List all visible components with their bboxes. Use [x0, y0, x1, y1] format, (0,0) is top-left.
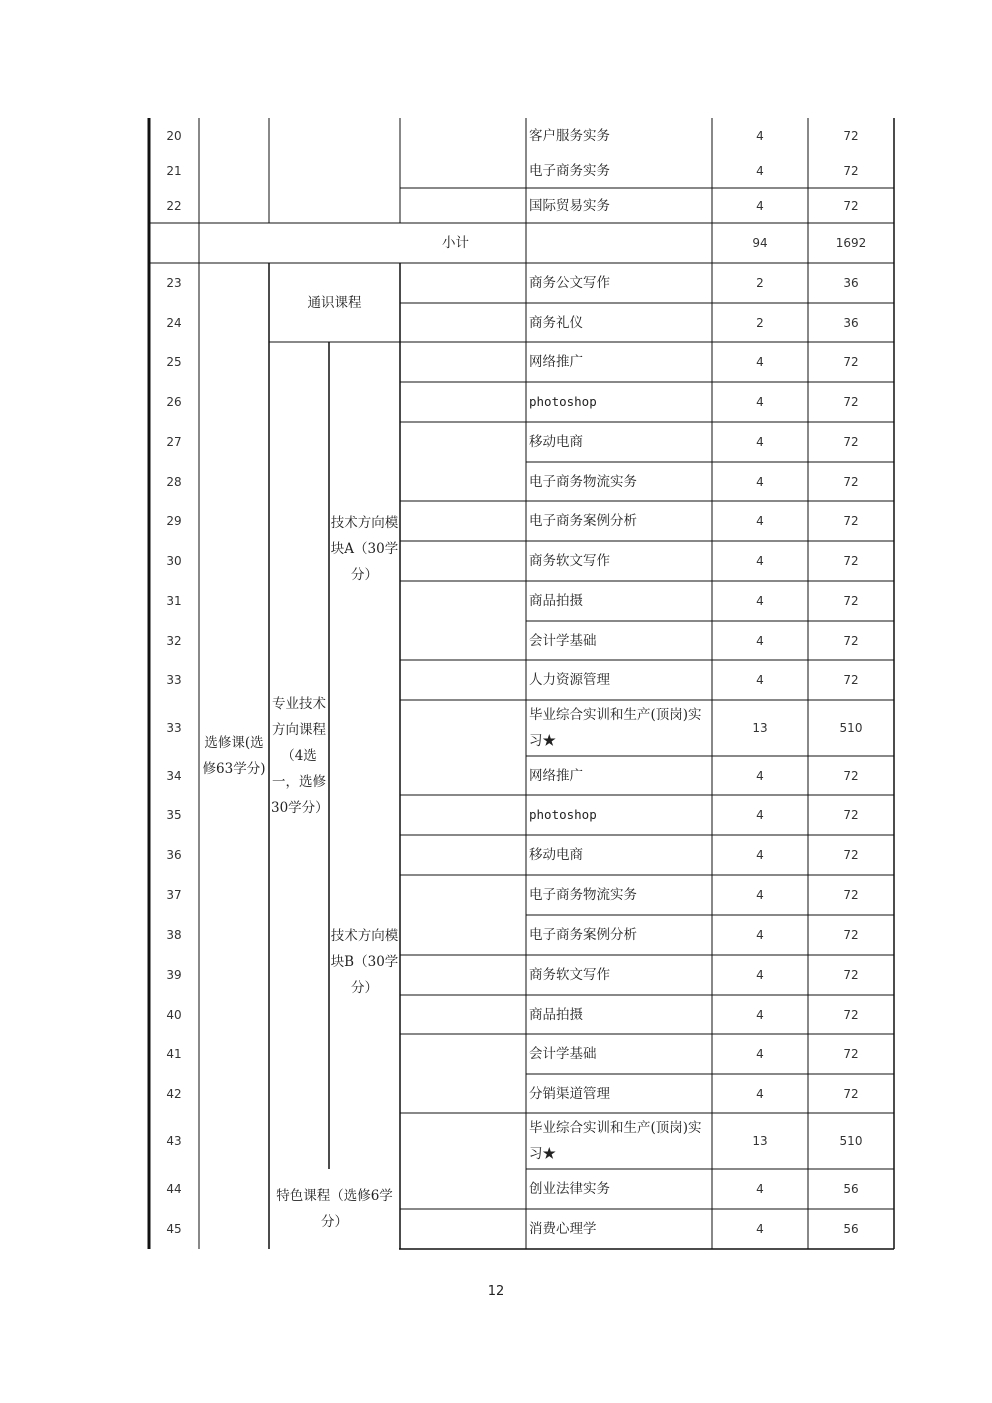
hours-text: 72 — [843, 808, 859, 822]
row-number — [149, 1113, 199, 1169]
credits — [712, 660, 808, 700]
row-number-text: 43 — [166, 1134, 182, 1148]
course-name — [527, 915, 710, 955]
group-elective — [199, 263, 269, 1249]
credits — [712, 342, 808, 382]
credits-text: 4 — [756, 1222, 764, 1236]
credits — [712, 1034, 808, 1074]
course-name — [527, 462, 710, 501]
course-name-text: 电子商务案例分析 — [529, 513, 637, 529]
row-number-text: 27 — [166, 435, 182, 449]
course-name-text: 移动电商 — [529, 434, 583, 450]
credits-text: 4 — [756, 1182, 764, 1196]
course-name — [527, 795, 710, 835]
page-number: 12 — [487, 1284, 505, 1299]
credits — [712, 462, 808, 501]
course-name — [527, 995, 710, 1034]
row-number-text: 30 — [166, 554, 182, 568]
row-number-text: 44 — [166, 1182, 182, 1196]
hours — [808, 700, 894, 756]
course-name-text: 创业法律实务 — [529, 1181, 610, 1197]
course-name — [527, 581, 710, 621]
credits — [712, 154, 808, 188]
course-name-text: 消费心理学 — [529, 1221, 597, 1237]
row-number — [149, 263, 199, 303]
credits-text: 4 — [756, 673, 764, 687]
subtotal-credits — [712, 223, 808, 263]
credits-text: 4 — [756, 474, 764, 489]
row-number — [149, 795, 199, 835]
hours — [808, 382, 894, 422]
row-number-text: 35 — [166, 808, 182, 822]
credits — [712, 501, 808, 541]
course-name — [527, 541, 710, 581]
course-name-text: 毕业综合实训和生产(顶岗)实习★ — [529, 1120, 702, 1162]
course-name-text: 分销渠道管理 — [529, 1085, 610, 1102]
course-name-text: 商品拍摄 — [529, 1006, 583, 1023]
row-number — [149, 118, 199, 154]
course-name-text: 会计学基础 — [529, 1046, 597, 1062]
row-number-text: 22 — [166, 198, 182, 213]
course-name-text: 商务礼仪 — [529, 314, 583, 331]
row-number-text: 45 — [166, 1222, 182, 1236]
hours — [808, 1034, 894, 1074]
hours-text: 56 — [843, 1182, 859, 1196]
course-name-text: 国际贸易实务 — [529, 197, 610, 214]
row-number-text: 40 — [166, 1007, 182, 1022]
row-number-text: 32 — [166, 633, 182, 648]
hours-text: 72 — [843, 554, 859, 568]
row-number-text: 20 — [166, 129, 182, 143]
credits — [712, 795, 808, 835]
credits-text: 4 — [756, 129, 764, 143]
row-number — [149, 1034, 199, 1074]
subtotal-credits-text: 94 — [752, 236, 768, 250]
group-featured-text: 特色课程（选修6学分） — [276, 1188, 393, 1230]
hours — [808, 541, 894, 581]
hours — [808, 1113, 894, 1169]
row-number — [149, 660, 199, 700]
credits — [712, 541, 808, 581]
hours-text: 510 — [839, 1134, 863, 1148]
course-name — [527, 756, 710, 795]
row-number — [149, 303, 199, 342]
credits-text: 4 — [756, 1007, 764, 1022]
hours-text: 72 — [843, 888, 859, 902]
hours — [808, 955, 894, 995]
credits-text: 4 — [756, 1086, 764, 1101]
credits — [712, 422, 808, 462]
credits-text: 4 — [756, 435, 764, 449]
credits-text: 4 — [756, 848, 764, 862]
row-number — [149, 581, 199, 621]
row-number — [149, 541, 199, 581]
row-number — [149, 188, 199, 223]
row-number — [149, 995, 199, 1034]
hours-text: 72 — [843, 198, 859, 213]
course-name — [527, 1034, 710, 1074]
row-number-text: 23 — [166, 276, 182, 290]
credits — [712, 621, 808, 660]
course-name-text: 网络推广 — [529, 767, 583, 784]
course-name — [527, 955, 710, 995]
hours-text: 36 — [843, 276, 859, 290]
course-name-text: 商务公文写作 — [529, 275, 610, 291]
credits-text: 4 — [756, 808, 764, 822]
hours-text: 72 — [843, 435, 859, 449]
course-name — [527, 1074, 710, 1113]
row-number-text: 24 — [166, 315, 182, 330]
row-number — [149, 422, 199, 462]
hours — [808, 263, 894, 303]
row-number-text: 42 — [166, 1086, 182, 1101]
row-number-text: 34 — [166, 768, 182, 783]
course-name — [527, 875, 710, 915]
hours — [808, 342, 894, 382]
hours — [808, 1209, 894, 1249]
course-name — [527, 154, 710, 188]
course-name-text: 移动电商 — [529, 847, 583, 863]
row-number-text: 31 — [166, 594, 182, 608]
credits-text: 4 — [756, 888, 764, 902]
credits-text: 4 — [756, 355, 764, 369]
credits-text: 4 — [756, 198, 764, 213]
course-name-text: photoshop — [529, 807, 597, 822]
subtotal-label — [199, 223, 712, 263]
hours-text: 72 — [843, 1047, 859, 1061]
credits-text: 13 — [752, 1134, 768, 1148]
row-number — [149, 955, 199, 995]
row-number — [149, 875, 199, 915]
hours-text: 72 — [843, 514, 859, 528]
credits — [712, 581, 808, 621]
hours — [808, 188, 894, 223]
credits-text: 4 — [756, 1047, 764, 1061]
group-professional-text: 专业技术方向课程（4选一，选修30学分） — [271, 695, 329, 816]
credits-text: 4 — [756, 633, 764, 648]
hours — [808, 422, 894, 462]
hours — [808, 154, 894, 188]
row-number-text: 33 — [166, 673, 182, 687]
hours-text: 72 — [843, 633, 859, 648]
hours — [808, 581, 894, 621]
course-name — [527, 118, 710, 154]
hours-text: 510 — [839, 721, 863, 735]
course-name-text: 商品拍摄 — [529, 593, 583, 609]
hours-text: 72 — [843, 1007, 859, 1022]
credits-text: 4 — [756, 554, 764, 568]
hours-text: 72 — [843, 474, 859, 489]
credits — [712, 1074, 808, 1113]
subtotal-label-text: 小计 — [442, 235, 469, 251]
row-number-text: 33 — [166, 721, 182, 735]
row-number-text: 37 — [166, 888, 182, 902]
credits — [712, 915, 808, 955]
row-number — [149, 342, 199, 382]
hours — [808, 1169, 894, 1209]
row-number-text: 41 — [166, 1047, 182, 1061]
hours — [808, 118, 894, 154]
credits — [712, 995, 808, 1034]
credits-text: 4 — [756, 594, 764, 608]
hours-text: 72 — [843, 968, 859, 982]
credits — [712, 263, 808, 303]
row-number-text: 36 — [166, 848, 182, 862]
course-name — [527, 1169, 710, 1209]
hours — [808, 995, 894, 1034]
hours-text: 72 — [843, 928, 859, 942]
hours-text: 72 — [843, 355, 859, 369]
group-module-b — [329, 755, 400, 1169]
credits-text: 13 — [752, 721, 768, 735]
group-module-a-text: 技术方向模块A（30学分） — [330, 514, 399, 583]
course-name-text: 人力资源管理 — [529, 672, 610, 688]
hours-text: 56 — [843, 1222, 859, 1236]
row-number-text: 28 — [166, 474, 182, 489]
row-number-text: 21 — [166, 164, 182, 178]
course-name — [527, 1209, 710, 1249]
row-number — [149, 462, 199, 501]
row-number — [149, 382, 199, 422]
credits — [712, 382, 808, 422]
subtotal-hours — [808, 223, 894, 263]
course-name — [527, 501, 710, 541]
course-name — [527, 422, 710, 462]
course-name-text: 商务软文写作 — [529, 967, 610, 983]
hours — [808, 462, 894, 501]
course-name-text: 网络推广 — [529, 354, 583, 370]
row-number — [149, 1169, 199, 1209]
credits-text: 4 — [756, 514, 764, 528]
course-name — [527, 263, 710, 303]
hours — [808, 795, 894, 835]
hours-text: 72 — [843, 673, 859, 687]
course-name — [527, 342, 710, 382]
hours-text: 72 — [843, 594, 859, 608]
group-module-a — [329, 342, 400, 755]
hours — [808, 1074, 894, 1113]
hours — [808, 621, 894, 660]
credits — [712, 835, 808, 875]
credits-text: 4 — [756, 928, 764, 942]
hours — [808, 303, 894, 342]
course-name — [527, 303, 710, 342]
hours-text: 72 — [843, 768, 859, 783]
credits-text: 4 — [756, 768, 764, 783]
course-name — [527, 188, 710, 223]
hours — [808, 501, 894, 541]
course-name-text: 会计学基础 — [529, 632, 597, 649]
credits — [712, 756, 808, 795]
credits — [712, 118, 808, 154]
credits-text: 4 — [756, 968, 764, 982]
course-name — [527, 1113, 710, 1169]
course-name-text: 客户服务实务 — [529, 128, 610, 144]
row-number — [149, 1209, 199, 1249]
course-name — [527, 382, 710, 422]
row-number-text: 38 — [166, 928, 182, 942]
row-number — [149, 1074, 199, 1113]
hours — [808, 875, 894, 915]
group-module-b-text: 技术方向模块B（30学分） — [330, 928, 399, 996]
credits — [712, 955, 808, 995]
credits-text: 2 — [756, 315, 764, 330]
course-name — [527, 835, 710, 875]
credits — [712, 875, 808, 915]
credits — [712, 700, 808, 756]
row-number-text: 29 — [166, 514, 182, 528]
hours-text: 72 — [843, 395, 859, 409]
row-number — [149, 700, 199, 756]
row-number — [149, 621, 199, 660]
course-name-text: 毕业综合实训和生产(顶岗)实习★ — [529, 707, 702, 749]
subtotal-hours-text: 1692 — [835, 236, 867, 250]
credits — [712, 303, 808, 342]
credits-text: 4 — [756, 395, 764, 409]
course-name — [527, 621, 710, 660]
course-name-text: photoshop — [529, 394, 597, 409]
row-number — [149, 835, 199, 875]
course-name-text: 电子商务物流实务 — [529, 887, 637, 903]
hours-text: 36 — [843, 315, 859, 330]
hours — [808, 756, 894, 795]
course-name — [527, 660, 710, 700]
row-number — [149, 756, 199, 795]
group-general — [269, 263, 400, 342]
row-number-text: 39 — [166, 968, 182, 982]
row-number — [149, 501, 199, 541]
hours-text: 72 — [843, 848, 859, 862]
hours — [808, 915, 894, 955]
hours-text: 72 — [843, 129, 859, 143]
credits-text: 2 — [756, 276, 764, 290]
row-number — [149, 154, 199, 188]
group-elective-text: 选修课(选修63学分) — [202, 735, 266, 777]
row-number-text: 26 — [166, 395, 182, 409]
group-featured — [269, 1169, 400, 1249]
row-number-text: 25 — [166, 355, 182, 369]
credits — [712, 1169, 808, 1209]
credits — [712, 1209, 808, 1249]
course-name-text: 电子商务案例分析 — [529, 927, 637, 943]
credits-text: 4 — [756, 164, 764, 178]
row-number — [149, 915, 199, 955]
group-professional — [269, 342, 329, 1169]
course-name-text: 商务软文写作 — [529, 553, 610, 569]
course-name-text: 电子商务物流实务 — [529, 473, 637, 490]
credits — [712, 1113, 808, 1169]
hours-text: 72 — [843, 1086, 859, 1101]
hours-text: 72 — [843, 164, 859, 178]
hours — [808, 835, 894, 875]
course-name — [527, 700, 710, 756]
course-name-text: 电子商务实务 — [529, 163, 610, 179]
hours — [808, 660, 894, 700]
credits — [712, 188, 808, 223]
group-general-text: 通识课程 — [307, 294, 362, 311]
